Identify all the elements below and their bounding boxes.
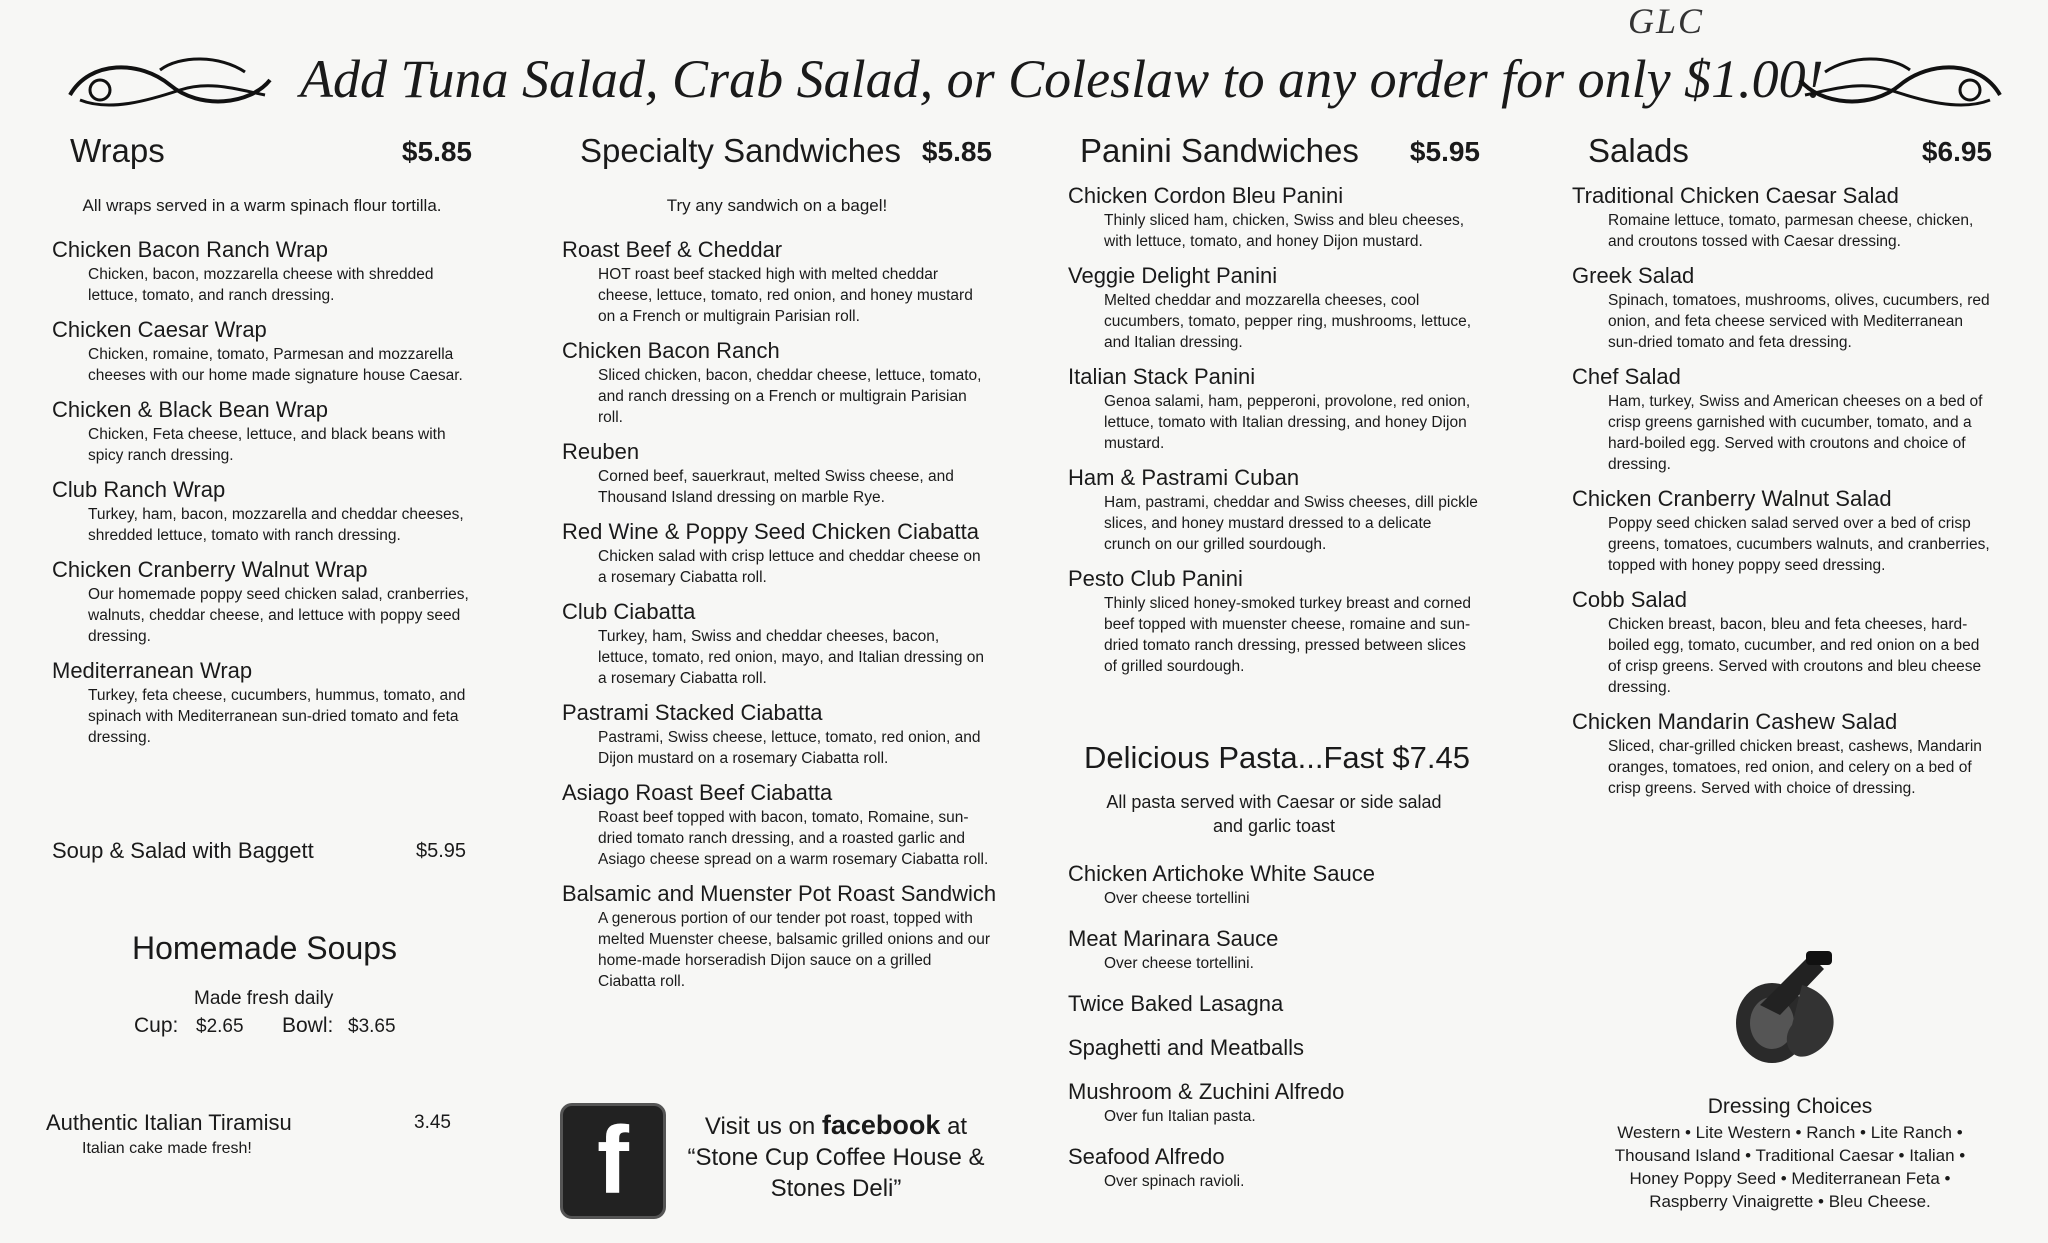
facebook-brand: facebook bbox=[821, 1110, 941, 1140]
wraps-note: All wraps served in a warm spinach flour tortilla. bbox=[82, 196, 442, 215]
menu-item bbox=[1572, 586, 1992, 698]
menu-item bbox=[52, 657, 472, 748]
menu-item bbox=[1572, 708, 1992, 799]
menu-item-description: Sliced chicken, bacon, cheddar cheese, lettuce, tomato, and ranch dressing on a French or multigrain Parisian roll. bbox=[598, 367, 982, 426]
menu-item-name: Pesto Club Panini bbox=[1068, 566, 1243, 591]
menu-item-description: Sliced, char-grilled chicken breast, cashews, Mandarin oranges, tomatoes, red onion, and celery on a bed of crisp greens. Served with choice of dressing. bbox=[1608, 738, 1982, 797]
menu-item bbox=[52, 556, 472, 647]
menu-item-name: Mediterranean Wrap bbox=[52, 658, 253, 683]
salads-price: $6.95 bbox=[1921, 136, 1992, 167]
menu-item-description: Thinly sliced honey-smoked turkey breast and corned beef topped with muenster cheese, romaine and sun-dried tomato ranch dressing, pressed between slices of grilled sourdough. bbox=[1104, 595, 1472, 675]
menu-item-description: Turkey, ham, Swiss and cheddar cheeses, bacon, lettuce, tomato, red onion, mayo, and Italian dressing on a rosemary Ciabatta roll. bbox=[598, 628, 985, 687]
menu-item-name: Club Ranch Wrap bbox=[52, 477, 226, 502]
menu-item-name: Chicken Bacon Ranch bbox=[562, 338, 780, 363]
specialty-column bbox=[562, 132, 997, 1002]
dressing-line: Thousand Island • Traditional Caesar • Italian • bbox=[1614, 1146, 1966, 1165]
panini-title: Panini Sandwiches bbox=[1080, 132, 1359, 169]
dressing-line: Honey Poppy Seed • Mediterranean Feta • bbox=[1629, 1169, 1951, 1188]
salads-list bbox=[1572, 182, 1992, 799]
wraps-list bbox=[52, 236, 472, 748]
menu-item-name: Chicken Bacon Ranch Wrap bbox=[52, 237, 328, 262]
menu-item-name: Chicken Cordon Bleu Panini bbox=[1068, 183, 1344, 208]
menu-item-description: Pastrami, Swiss cheese, lettuce, tomato, red onion, and Dijon mustard on a rosemary Ciabatta roll. bbox=[598, 729, 981, 767]
handwritten-note: GLC bbox=[1628, 1, 1705, 41]
soups-title: Homemade Soups bbox=[132, 930, 398, 966]
menu-item bbox=[1068, 1034, 1480, 1062]
menu-item bbox=[52, 236, 472, 306]
menu-item bbox=[562, 699, 992, 769]
menu-item bbox=[1572, 485, 1992, 576]
menu-item bbox=[52, 316, 472, 386]
menu-item-description: Chicken, romaine, tomato, Parmesan and mozzarella cheeses with our home made signature house Caesar. bbox=[88, 346, 463, 384]
facebook-line1: Visit us on bbox=[704, 1113, 816, 1140]
menu-item bbox=[1068, 860, 1480, 909]
menu-item-description: Turkey, ham, bacon, mozzarella and cheddar cheeses, shredded lettuce, tomato with ranch dressing. bbox=[88, 506, 464, 544]
menu-item-name: Spaghetti and Meatballs bbox=[1068, 1035, 1305, 1060]
specialty-note: Try any sandwich on a bagel! bbox=[666, 196, 888, 215]
menu-item-name: Chicken Artichoke White Sauce bbox=[1068, 861, 1375, 886]
facebook-line1-end: at bbox=[947, 1113, 968, 1140]
menu-item-description: Chicken breast, bacon, bleu and feta cheeses, hard-boiled egg, tomato, cucumber, and red onion on a bed of crisp greens. Served with croutons and bleu cheese dressing. bbox=[1608, 616, 1982, 696]
flourish-right-icon bbox=[1790, 50, 2010, 120]
menu-item-description: Over cheese tortellini bbox=[1104, 890, 1250, 907]
panini-list bbox=[1068, 182, 1480, 677]
soups-bowl-price: $3.65 bbox=[348, 1016, 396, 1037]
facebook-icon[interactable]: f bbox=[560, 1103, 666, 1219]
soups-note: Made fresh daily bbox=[194, 988, 334, 1009]
menu-item-name: Cobb Salad bbox=[1572, 587, 1687, 612]
wraps-title: Wraps bbox=[70, 132, 165, 169]
menu-item bbox=[562, 236, 992, 327]
wraps-header bbox=[52, 132, 472, 182]
menu-item-description: Thinly sliced ham, chicken, Swiss and bleu cheeses, with lettuce, tomato, and honey Dijon mustard. bbox=[1104, 212, 1465, 250]
menu-item-name: Meat Marinara Sauce bbox=[1068, 926, 1279, 951]
menu-item bbox=[1068, 363, 1480, 454]
menu-item-description: Ham, turkey, Swiss and American cheeses on a bed of crisp greens garnished with cucumber, tomato, and a hard-boiled egg. Served with croutons and choice of dressing. bbox=[1608, 393, 1983, 473]
menu-item-name: Red Wine & Poppy Seed Chicken Ciabatta bbox=[562, 519, 980, 544]
menu-item-description: Genoa salami, ham, pepperoni, provolone, red onion, lettuce, tomato with Italian dressing, and honey Dijon mustard. bbox=[1104, 393, 1471, 452]
menu-item-name: Mushroom & Zuchini Alfredo bbox=[1068, 1079, 1345, 1104]
menu-item bbox=[1572, 262, 1992, 353]
salads-header bbox=[1572, 132, 1992, 182]
menu-item-name: Italian Stack Panini bbox=[1068, 364, 1256, 389]
dressing-line: Western • Lite Western • Ranch • Lite Ranch • bbox=[1617, 1123, 1963, 1142]
menu-item bbox=[562, 518, 992, 588]
wraps-column bbox=[52, 132, 472, 758]
dressing-title: Dressing Choices bbox=[1707, 1095, 1873, 1118]
menu-item-name: Chicken Mandarin Cashew Salad bbox=[1572, 709, 1898, 734]
menu-item-description: Turkey, feta cheese, cucumbers, hummus, tomato, and spinach with Mediterranean sun-dried tomato and feta dressing. bbox=[88, 687, 466, 746]
menu-item bbox=[562, 779, 992, 870]
menu-item-description: Chicken salad with crisp lettuce and cheddar cheese on a rosemary Ciabatta roll. bbox=[598, 548, 981, 586]
menu-item-description: Spinach, tomatoes, mushrooms, olives, cucumbers, red onion, and feta cheese serviced with Mediterranean sun-dried tomato and feta dressing. bbox=[1608, 292, 1990, 351]
menu-item bbox=[1068, 565, 1480, 677]
menu-item bbox=[52, 396, 472, 466]
menu-item-name: Balsamic and Muenster Pot Roast Sandwich bbox=[562, 881, 997, 906]
menu-item-description: Over fun Italian pasta. bbox=[1104, 1108, 1256, 1125]
specialty-header bbox=[562, 132, 992, 182]
menu-item bbox=[1068, 1143, 1480, 1192]
menu-item bbox=[1068, 464, 1480, 555]
menu-item-description: Roast beef topped with bacon, tomato, Romaine, sun-dried tomato ranch dressing, and a roasted garlic and Asiago cheese spread on a warm rosemary Ciabatta roll. bbox=[598, 809, 989, 868]
menu-item-name: Veggie Delight Panini bbox=[1068, 263, 1278, 288]
menu-item-name: Chicken & Black Bean Wrap bbox=[52, 397, 328, 422]
menu-item-name: Chicken Cranberry Walnut Salad bbox=[1572, 486, 1892, 511]
soups-cup-label: Cup: bbox=[134, 1014, 179, 1037]
menu-item-name: Chicken Caesar Wrap bbox=[52, 317, 267, 342]
menu-item bbox=[562, 337, 992, 428]
salads-column bbox=[1572, 132, 1992, 809]
menu-item-description: Over cheese tortellini. bbox=[1104, 955, 1254, 972]
tiramisu-name: Authentic Italian Tiramisu bbox=[46, 1110, 292, 1135]
menu-item-description: Poppy seed chicken salad served over a bed of crisp greens, tomatoes, cucumbers walnuts, and cranberries, topped with honey poppy seed dressing. bbox=[1608, 515, 1990, 574]
tiramisu-desc: Italian cake made fresh! bbox=[82, 1140, 252, 1157]
menu-item bbox=[1068, 925, 1480, 974]
menu-item-description: Over spinach ravioli. bbox=[1104, 1173, 1245, 1190]
menu-item-description: Ham, pastrami, cheddar and Swiss cheeses, dill pickle slices, and honey mustard dressed to a delicate crunch on our grilled sourdough. bbox=[1104, 494, 1478, 553]
salads-title: Salads bbox=[1588, 132, 1689, 169]
menu-item-name: Chicken Cranberry Walnut Wrap bbox=[52, 557, 368, 582]
soup-salad-price: $5.95 bbox=[416, 840, 467, 862]
pasta-list bbox=[1068, 860, 1480, 1192]
fork-spoon-icon bbox=[1720, 945, 1850, 1075]
menu-item bbox=[1572, 363, 1992, 475]
menu-item-description: Chicken, Feta cheese, lettuce, and black beans with spicy ranch dressing. bbox=[88, 426, 446, 464]
dressing-line: Raspberry Vinaigrette • Bleu Cheese. bbox=[1649, 1192, 1931, 1211]
menu-item-name: Asiago Roast Beef Ciabatta bbox=[562, 780, 833, 805]
menu-item-description: Chicken, bacon, mozzarella cheese with shredded lettuce, tomato, and ranch dressing. bbox=[88, 266, 434, 304]
menu-item bbox=[562, 880, 997, 992]
flourish-left-icon bbox=[60, 50, 280, 120]
menu-item-description: Corned beef, sauerkraut, melted Swiss cheese, and Thousand Island dressing on marble Rye. bbox=[598, 468, 954, 506]
specialty-title: Specialty Sandwiches bbox=[580, 132, 902, 169]
menu-item-description: A generous portion of our tender pot roast, topped with melted Muenster cheese, balsamic grilled onions and our home-made horseradish Dijon sauce on a grilled Ciabatta roll. bbox=[598, 910, 991, 990]
menu-item-description: Romaine lettuce, tomato, parmesan cheese, chicken, and croutons tossed with Caesar dressing. bbox=[1608, 212, 1974, 250]
pasta-title: Delicious Pasta...Fast $7.45 bbox=[1084, 740, 1470, 775]
menu-item-name: Pastrami Stacked Ciabatta bbox=[562, 700, 823, 725]
menu-item-name: Chef Salad bbox=[1572, 364, 1681, 389]
menu-item-description: Our homemade poppy seed chicken salad, cranberries, walnuts, cheddar cheese, and lettuce with poppy seed dressing. bbox=[88, 586, 469, 645]
menu-item-name: Roast Beef & Cheddar bbox=[562, 237, 783, 262]
soup-salad-name: Soup & Salad with Baggett bbox=[52, 838, 314, 863]
soups-bowl-label: Bowl: bbox=[282, 1014, 334, 1037]
specialty-price: $5.85 bbox=[921, 136, 992, 167]
menu-item bbox=[1068, 262, 1480, 353]
menu-item-name: Greek Salad bbox=[1572, 263, 1695, 288]
panini-price: $5.95 bbox=[1409, 136, 1480, 167]
menu-item bbox=[1068, 990, 1480, 1018]
panini-column bbox=[1068, 132, 1480, 687]
menu-item-name: Reuben bbox=[562, 439, 640, 464]
menu-item-name: Seafood Alfredo bbox=[1068, 1144, 1225, 1169]
menu-item-description: Melted cheddar and mozzarella cheeses, cool cucumbers, tomato, pepper ring, mushrooms, lettuce, and Italian dressing. bbox=[1104, 292, 1471, 351]
menu-item bbox=[1572, 182, 1992, 252]
banner-promo-text: Add Tuna Salad, Crab Salad, or Coleslaw to any order for only $1.00! bbox=[300, 49, 1824, 109]
menu-item-name: Traditional Chicken Caesar Salad bbox=[1572, 183, 1899, 208]
pasta-column bbox=[1068, 740, 1480, 1208]
menu-item-name: Club Ciabatta bbox=[562, 599, 696, 624]
menu-item-name: Ham & Pastrami Cuban bbox=[1068, 465, 1300, 490]
dressing-list bbox=[1570, 1121, 2010, 1213]
menu-item bbox=[562, 598, 992, 689]
pasta-note: All pasta served with Caesar or side salad and garlic toast bbox=[1106, 792, 1442, 836]
facebook-text[interactable] bbox=[666, 1110, 1006, 1204]
dressing-section bbox=[1570, 1093, 2010, 1213]
menu-item bbox=[1068, 1078, 1480, 1127]
tiramisu-price: 3.45 bbox=[414, 1112, 451, 1133]
menu-item bbox=[562, 438, 992, 508]
menu-item-name: Twice Baked Lasagna bbox=[1068, 991, 1284, 1016]
soups-cup-price: $2.65 bbox=[196, 1016, 244, 1037]
menu-item bbox=[1068, 182, 1480, 252]
panini-header bbox=[1068, 132, 1480, 182]
wraps-price: $5.85 bbox=[401, 136, 472, 167]
banner bbox=[0, 20, 2048, 130]
menu-item-description: HOT roast beef stacked high with melted cheddar cheese, lettuce, tomato, red onion, and honey mustard on a French or multigrain Parisian roll. bbox=[598, 266, 973, 325]
facebook-page-name: “Stone Cup Coffee House & Stones Deli” bbox=[687, 1144, 985, 1202]
menu-item bbox=[52, 476, 472, 546]
specialty-list bbox=[562, 236, 997, 992]
